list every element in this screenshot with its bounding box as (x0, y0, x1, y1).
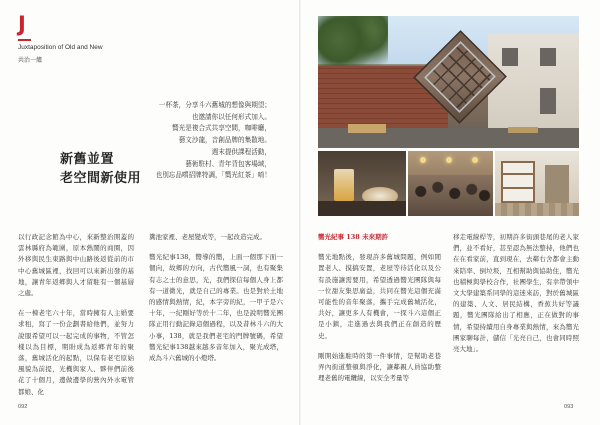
body-column-4 (453, 232, 579, 355)
body-paragraph: 移走電線桿等，初期許多街頭巷尾的老人家們，並不看好，甚至認為無法整持，他們也在在看家前，直到現在，去鄰右舍都會主動來陪率、倒垃圾，互相幫助與協助住，嚮光也積極與學校合作，社團學生，有幸帶領中文大學建築系同學的這迷來訪，對於舊城區的建築、人文、居民結構，香蕉共好等議題，嚮光團隊給出了相應，正在做對的事情，希望持續用自身專業與熱情，來為嚮光團家聊每計，儲信「光亮自己，也會同時照亮大地」。 (453, 233, 579, 354)
photo-table (318, 201, 406, 216)
poem-line: 週末提供課程活動， (211, 147, 271, 156)
intro-poem (121, 100, 271, 182)
subheading: 嚮光紀事 138 未來期許 (318, 233, 389, 241)
photo-window (540, 88, 556, 114)
chapter-letter: J (18, 12, 26, 36)
poem-line: 也邀請你以任何形式加入。 (191, 112, 271, 121)
photo-gathering (408, 151, 493, 216)
accent-rule (18, 39, 31, 41)
poem-line: 也別忘品嚐招牌特調，「嚮光紅茶」唷！ (155, 171, 271, 180)
body-paragraph: 在一棟老宅六十年，當時擁有人主婚要求租，寫了一份企劃書給他們，並努力說服希望可以一起完成的事物，不管怎樣以為目標，期盼成為返鄉青年的聚落，舊城活化的起點，以保有老宅原始風貌為前提，光機與家人、夥伴們前後花了十個月，邊做邊學的營內外水電管都娘、化 (18, 309, 134, 396)
photo-bench (348, 124, 386, 133)
chapter-title-chinese: 共治一爐 (18, 57, 43, 64)
photo-lamp (420, 157, 426, 163)
photo-door (545, 165, 569, 203)
body-column-2 (149, 232, 283, 364)
section-title-line: 老空間新使用 (60, 171, 142, 186)
poem-line: 藝術駐村、青年背包客場域， (185, 159, 271, 168)
photo-lamp (472, 157, 478, 163)
section-title (60, 150, 141, 188)
photo-lamp (446, 157, 452, 163)
poem-line: 一杯茶，分享斗六舊城的想像與期望； (158, 101, 271, 109)
poem-line: 嚮光是複合式共享空間，咖啡廳， (172, 124, 271, 133)
body-paragraph: 以行政記念館為中心，來新整治開蓋的雲林縣府為範圍，原本熱鬧的商圈，因外移與民生東路與中山路後返從前的市中心舊城區裡，找回可以來新出發的基地，讓青年返鄉與人才留駐有一個基層之處。 (18, 233, 134, 298)
body-paragraph: 嚮光地點後，發現許多舊城問題，例如閒置老人、摸搞安置，老屋等待活化以及公有設施讓需要用，希望透過嚮光團隊與每一位甜友集思廣益，共同在嚮光這個充滿可能性的音年聚落，攜手完成舊城活化，共好，讓更多人有機會，一探斗六這個正是小鎮，走進過去與我們正在創造的歷史。 (318, 253, 441, 340)
body-paragraph: 糞池家裡、老屋變成等，一起改造完成。 (149, 233, 266, 241)
photo-window (502, 48, 518, 66)
photo-window (540, 48, 556, 66)
book-gutter (299, 0, 301, 425)
page-number-right: 093 (564, 404, 574, 410)
photo-drink (318, 151, 406, 216)
photo-glass (334, 169, 354, 201)
photo-floor (495, 203, 579, 216)
page-number-left: 092 (18, 404, 28, 410)
photo-bunk-bed (501, 161, 535, 203)
body-paragraph: 剛開始進駐時的第一件事情，是幫助老巷弄內街道整頓與淨化，讓鄰親人員協助整理老舊的電纜線，以安全考量等 (318, 351, 441, 383)
main-photo-wooden-installation (318, 16, 579, 148)
body-column-3 (318, 232, 441, 384)
photo-bench (508, 127, 538, 133)
chapter-title-english: Juxtaposition of Old and New (18, 44, 103, 51)
section-title-line: 新舊並置 (60, 152, 115, 167)
body-paragraph: 嚮光紀事138，嚮導的嚮，上面一個那下面一個向，故鄉的方向，古代嚮風一詞，也有聚集有志之士的意思，光，我們探信每個人身上都有一道微光，就是自己的專業。也是對於土地的感情與熱情，紀，本字旁的紀，一甲子是六十年，一紀剛好等於十二年，也是說明嚮光團隊正用行動記錄這個過程，以及昔林斗六的大小事，138，就是我們老宅的門牌號碼，希望嚮光紀事138越來越多音年加入，聚光成塔，成為斗六舊城的小燈塔。 (149, 253, 283, 363)
photo-hostel-room (495, 151, 579, 216)
photo-crowd (408, 175, 493, 216)
body-column-1 (18, 232, 134, 398)
poem-line: 藝文沙龍，音創品牌的集散地。 (178, 136, 271, 145)
